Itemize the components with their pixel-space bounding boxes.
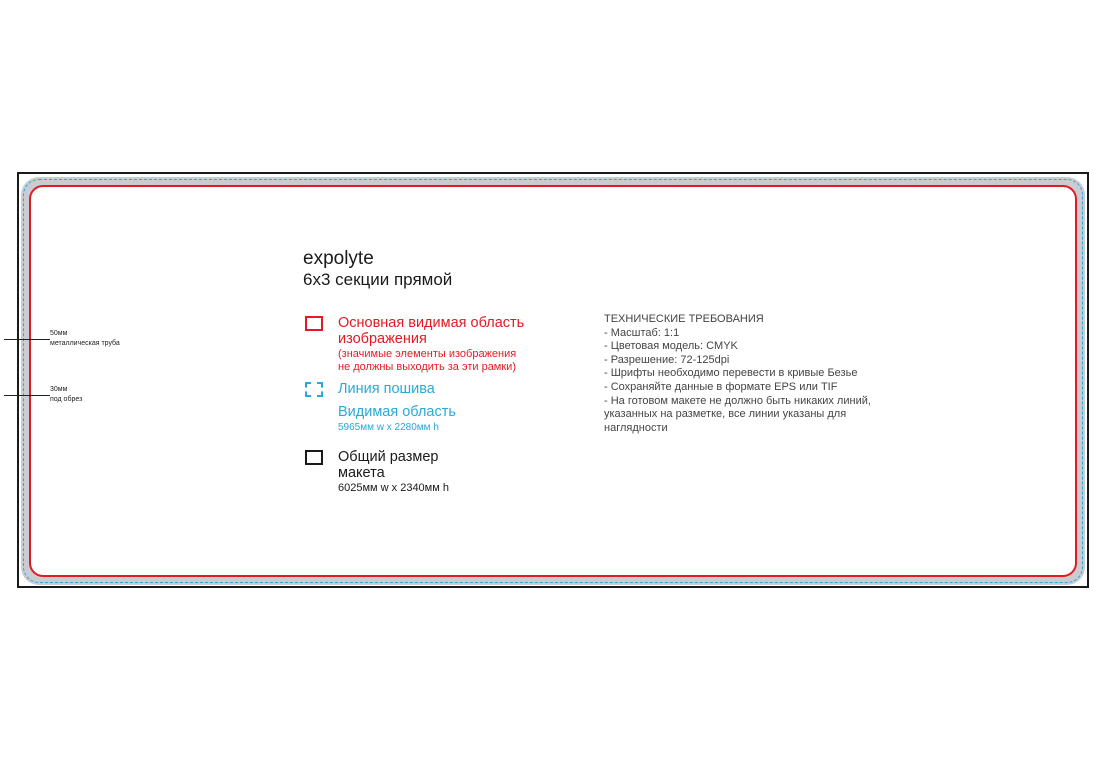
tech-item: - Шрифты необходимо перевести в кривые Безье	[604, 367, 858, 380]
tech-requirements-title: ТЕХНИЧЕСКИЕ ТРЕБОВАНИЯ	[604, 313, 764, 325]
cut-dimension-value: 30мм	[50, 386, 68, 393]
visible-size-title: Видимая область	[338, 404, 456, 420]
total-size-title-2: макета	[338, 465, 385, 481]
stitch-line-title: Линия пошива	[338, 381, 435, 397]
cut-dimension-label: под обрез	[50, 396, 83, 403]
visible-size-value: 5965мм w x 2280мм h	[338, 422, 439, 433]
tech-item: - Разрешение: 72-125dpi	[604, 353, 730, 366]
tech-item: - На готовом макете не должно быть никаких линий,	[604, 394, 871, 407]
pipe-dimension-line	[4, 339, 50, 340]
pipe-dimension-value: 50мм	[50, 330, 68, 337]
cut-dimension-line	[4, 395, 50, 396]
tech-item: - Сохраняйте данные в формате EPS или TIF	[604, 380, 838, 393]
pipe-dimension-label: металлическая труба	[50, 340, 120, 347]
tech-requirements	[604, 313, 894, 435]
total-size-value: 6025мм w x 2340мм h	[338, 482, 449, 494]
stitch-line-swatch-icon	[305, 382, 323, 397]
tech-item: указанных на разметке, все линии указаны для	[604, 408, 847, 421]
visible-area-swatch-icon	[305, 316, 323, 331]
tech-item: - Цветовая модель: CMYK	[604, 340, 738, 353]
visible-area-frame	[29, 185, 1077, 577]
product-subtitle: 6x3 секции прямой	[303, 270, 453, 289]
visible-area-title-2: изображения	[338, 331, 427, 347]
total-size-swatch-icon	[305, 450, 323, 465]
brand-title: expolyte	[303, 248, 374, 269]
tech-item: наглядности	[604, 421, 668, 434]
visible-area-note-1: (значимые элементы изображения	[338, 348, 517, 360]
total-size-title-1: Общий размер	[338, 449, 439, 465]
visible-area-note-2: не должны выходить за эти рамки)	[338, 361, 516, 373]
visible-area-title-1: Основная видимая область	[338, 315, 525, 331]
tech-item: - Масштаб: 1:1	[604, 326, 680, 339]
